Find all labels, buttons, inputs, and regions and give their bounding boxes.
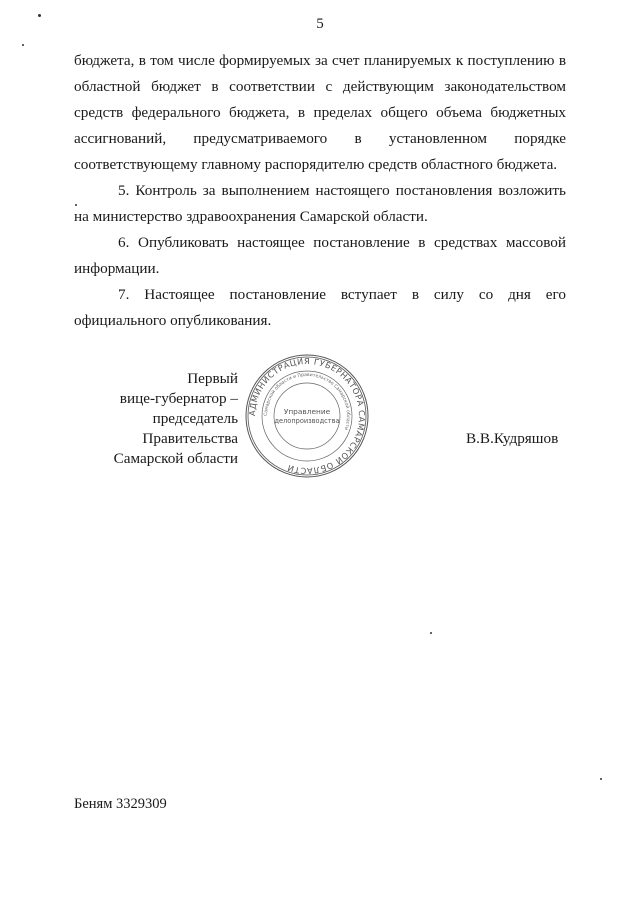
scan-speck bbox=[430, 632, 432, 634]
scan-speck bbox=[600, 778, 602, 780]
signatory-title-line: Самарской области bbox=[113, 450, 238, 467]
stamp-center-line1: Управление bbox=[283, 407, 331, 416]
scan-speck bbox=[75, 204, 77, 206]
signatory-title-line: вице-губернатор – bbox=[119, 390, 238, 407]
footer-reference: Беням 3329309 bbox=[74, 796, 167, 812]
stamp-inner-text: Самарской области и Правительство Самарской области bbox=[263, 372, 351, 431]
stamp-center-line2: делопроизводства bbox=[274, 417, 340, 425]
scan-speck bbox=[22, 44, 24, 46]
stamp-outer-text: АДМИНИСТРАЦИЯ ГУБЕРНАТОРА САМАРСКОЙ ОБЛАСТИ bbox=[246, 355, 368, 477]
signatory-name: В.В.Кудряшов bbox=[466, 430, 559, 447]
document-body bbox=[74, 48, 566, 334]
official-seal-stamp bbox=[243, 352, 371, 480]
paragraph-6: 6. Опубликовать настоящее постановление в средствах массовой информации. bbox=[74, 234, 566, 277]
scan-speck bbox=[38, 14, 41, 17]
paragraph-5: 5. Контроль за выполнением настоящего постановления возложить на министерство здравоохранения Самарской области. bbox=[74, 182, 566, 225]
paragraph-7: 7. Настоящее постановление вступает в силу со дня его официального опубликования. bbox=[74, 286, 566, 329]
signatory-title-line: председатель Правительства bbox=[142, 410, 238, 447]
signatory-title-line: Первый bbox=[187, 370, 238, 387]
paragraph-continuation: бюджета, в том числе формируемых за счет планируемых к поступлению в областной бюджет в соответствии с действующим законодательством средств федерального бюджета, в пределах общего объема бюджетных ассигнований, предусматриваемого в установленном порядке соответствующему главному распорядителю средств областного бюджета. bbox=[74, 52, 566, 173]
signatory-title bbox=[60, 369, 238, 469]
page-number: 5 bbox=[316, 16, 324, 32]
